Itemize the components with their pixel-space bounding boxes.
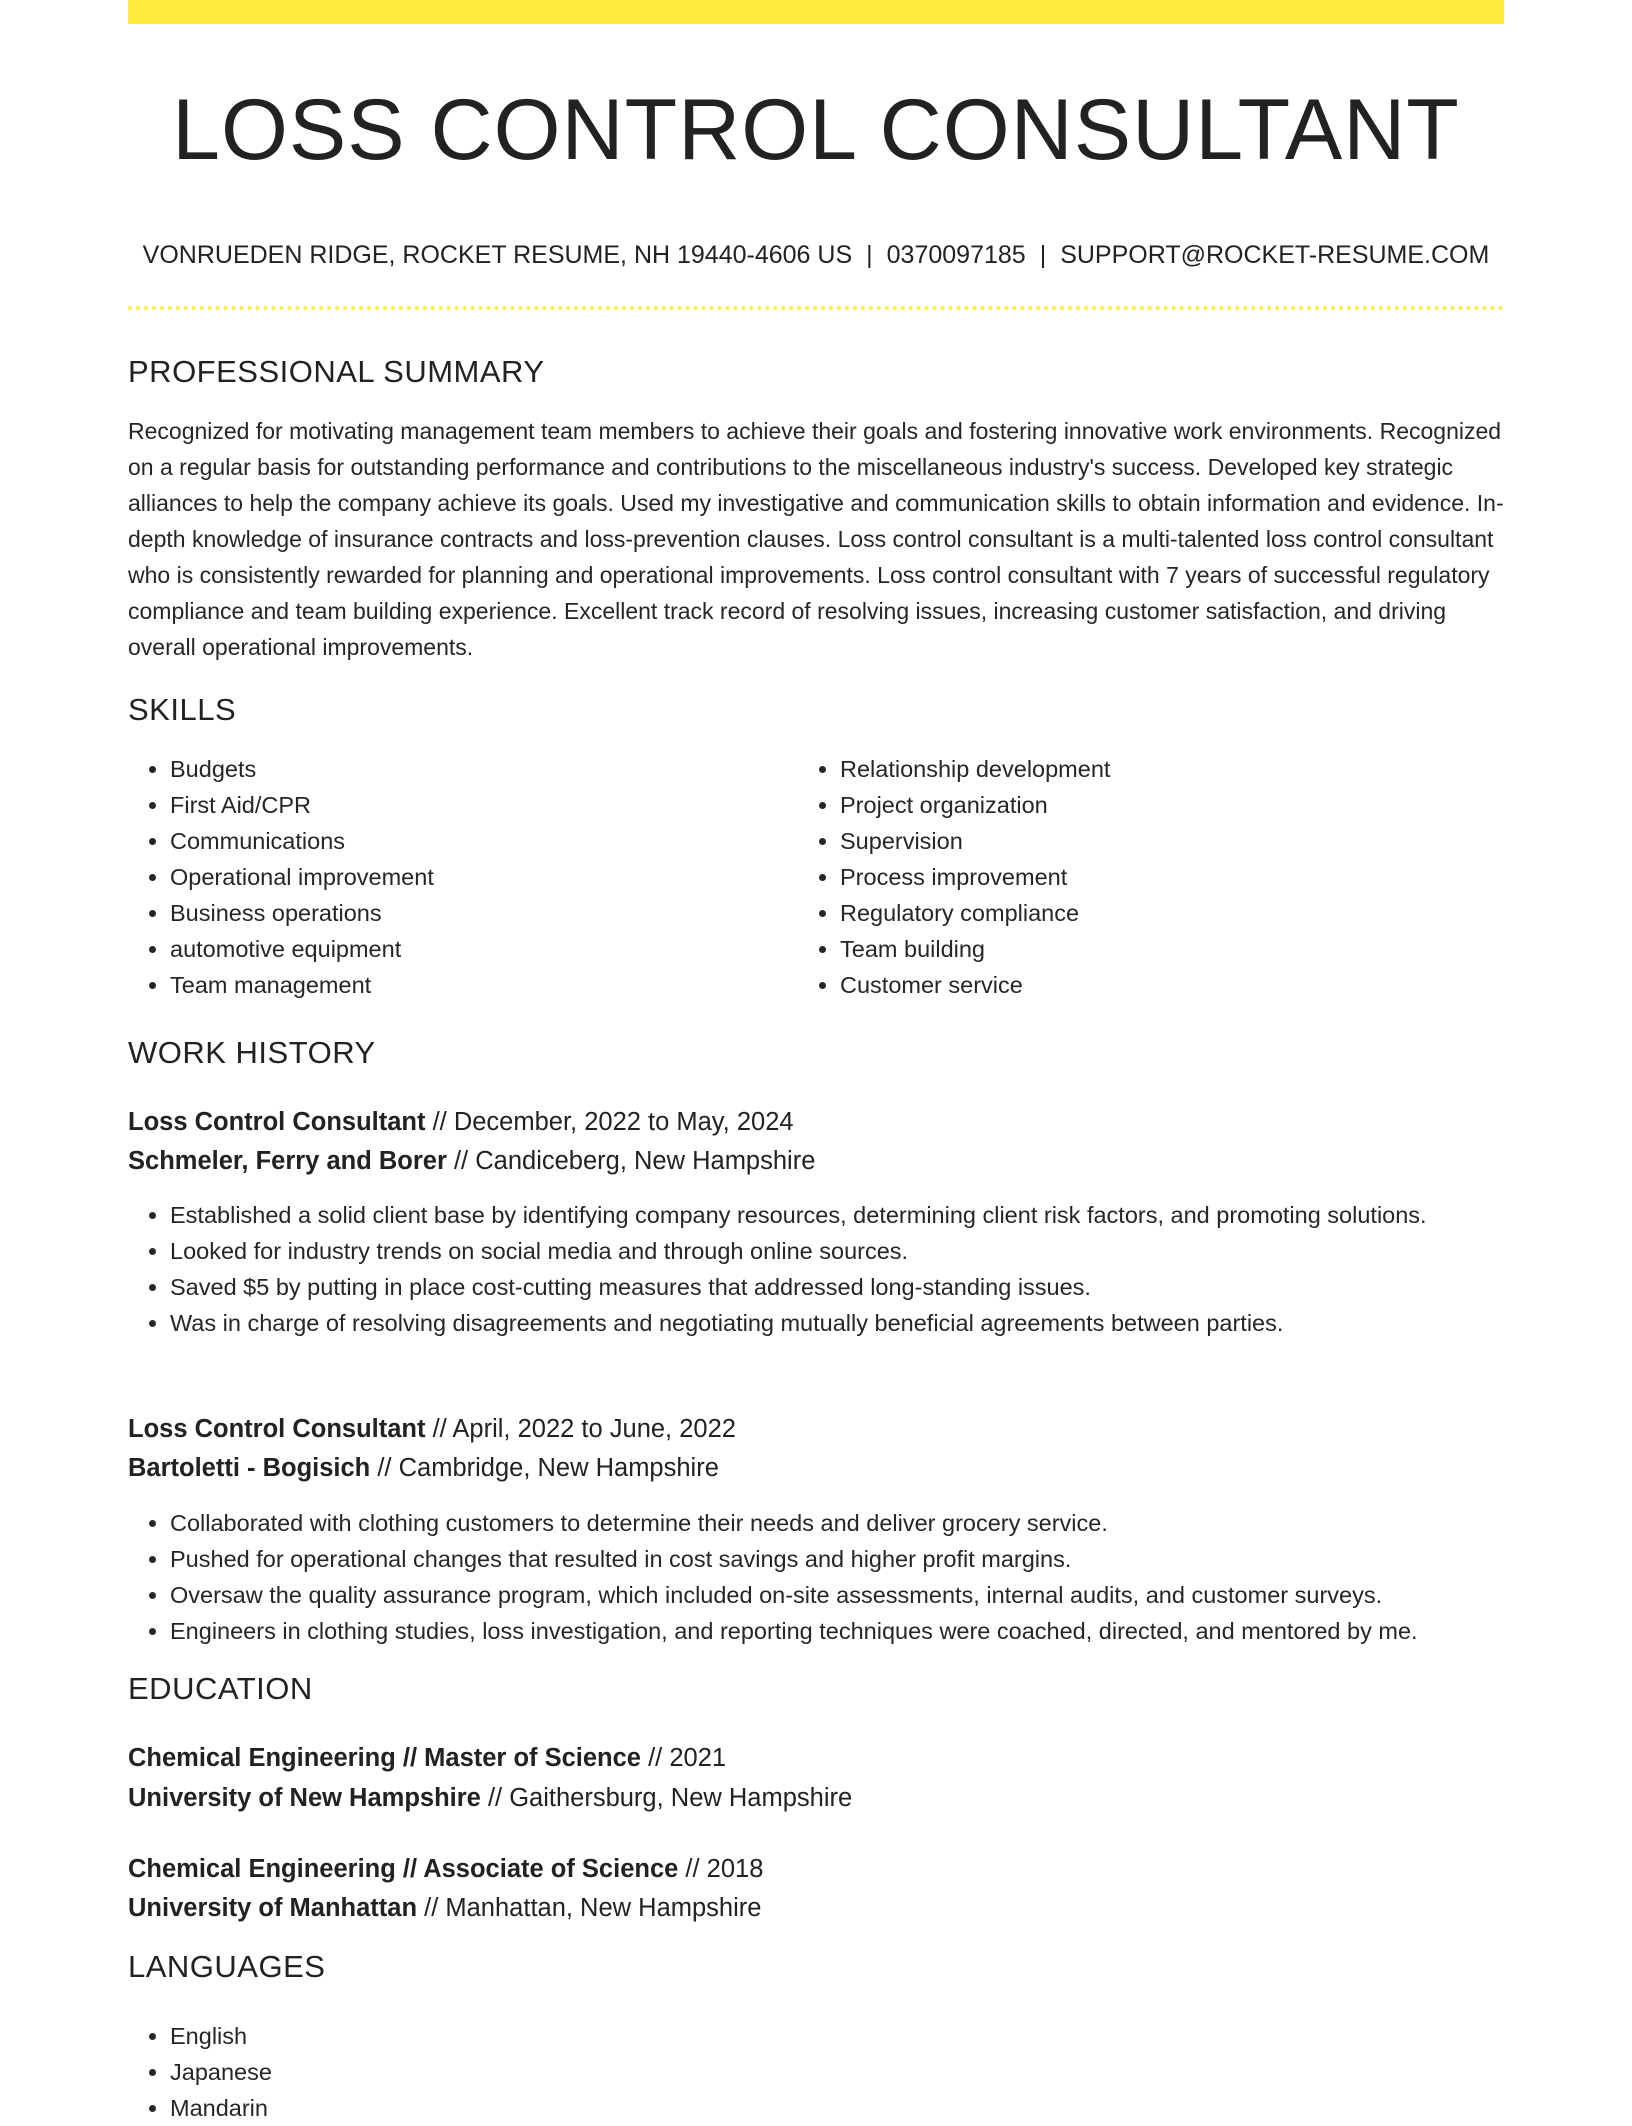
- job-company-line: [128, 1142, 815, 1180]
- accent-bar: [128, 0, 1504, 24]
- skill-item: • Team management: [170, 967, 810, 1003]
- languages-list: [126, 2018, 770, 2126]
- job-title-line: [128, 1103, 794, 1141]
- job-bullet: • Established a solid client base by identifying company resources, determining client risk factors, and promoting solutions.: [170, 1197, 1540, 1233]
- dotted-divider: [128, 306, 1504, 310]
- skill-item: • Regulatory compliance: [840, 895, 1540, 931]
- contact-address: VONRUEDEN RIDGE, ROCKET RESUME, NH 19440-4606 US: [142, 241, 853, 269]
- education-heading: EDUCATION: [128, 1671, 313, 1706]
- education-degree: Chemical Engineering // Associate of Science: [128, 1855, 679, 1883]
- job-dates: // December, 2022 to May, 2024: [425, 1108, 794, 1136]
- job-company: Bartoletti - Bogisich: [128, 1454, 371, 1482]
- job-company-line: [128, 1449, 719, 1487]
- language-item: • Japanese: [170, 2054, 770, 2090]
- skill-item: • Relationship development: [840, 751, 1540, 787]
- languages-heading: LANGUAGES: [128, 1949, 326, 1984]
- skills-list-left: [126, 751, 810, 1003]
- skills-heading: SKILLS: [128, 692, 237, 727]
- education-location: // Manhattan, New Hampshire: [417, 1894, 762, 1922]
- education-school: University of Manhattan: [128, 1894, 418, 1922]
- contact-email: SUPPORT@ROCKET-RESUME.COM: [1060, 241, 1490, 269]
- page-title: LOSS CONTROL CONSULTANT: [172, 82, 1460, 178]
- education-location: // Gaithersburg, New Hampshire: [480, 1784, 853, 1812]
- job-bullet: • Engineers in clothing studies, loss investigation, and reporting techniques were coached, directed, and mentored by me.: [170, 1613, 1550, 1649]
- skill-item: • Operational improvement: [170, 859, 810, 895]
- skill-item: • Customer service: [840, 967, 1540, 1003]
- skill-item: • Process improvement: [840, 859, 1540, 895]
- job-bullet: • Was in charge of resolving disagreements and negotiating mutually beneficial agreements between parties.: [170, 1305, 1540, 1341]
- skills-list-right: [796, 751, 1540, 1003]
- job-location: // Candiceberg, New Hampshire: [446, 1147, 816, 1175]
- skill-item: • First Aid/CPR: [170, 787, 810, 823]
- job-role: Loss Control Consultant: [128, 1415, 426, 1443]
- job-bullets: [126, 1197, 1540, 1341]
- job-bullet: • Oversaw the quality assurance program, which included on-site assessments, internal audits, and customer surveys.: [170, 1577, 1550, 1613]
- skill-item: • automotive equipment: [170, 931, 810, 967]
- language-item: • English: [170, 2018, 770, 2054]
- education-year: // 2018: [678, 1855, 764, 1883]
- contact-separator: |: [866, 241, 873, 269]
- contact-phone: 0370097185: [886, 241, 1026, 269]
- skill-item: • Communications: [170, 823, 810, 859]
- job-role: Loss Control Consultant: [128, 1108, 426, 1136]
- job-location: // Cambridge, New Hampshire: [370, 1454, 719, 1482]
- skill-item: • Business operations: [170, 895, 810, 931]
- education-school: University of New Hampshire: [128, 1784, 481, 1812]
- contact-separator: |: [1039, 241, 1047, 269]
- skill-item: • Supervision: [840, 823, 1540, 859]
- contact-line: [128, 237, 1504, 273]
- skill-item: • Budgets: [170, 751, 810, 787]
- job-bullet: • Saved $5 by putting in place cost-cutting measures that addressed long-standing issues.: [170, 1269, 1540, 1305]
- education-school-line: [128, 1779, 852, 1817]
- work-heading: WORK HISTORY: [128, 1035, 376, 1070]
- education-degree-line: [128, 1850, 763, 1888]
- education-school-line: [128, 1889, 761, 1927]
- summary-text: Recognized for motivating management team members to achieve their goals and fostering innovative work environments. Recognized on a regular basis for outstanding performance and contributions to the miscellaneous industry's success. Developed key strategic alliances to help the company achieve its goals. Used my investigative and communication skills to obtain information and evidence. In-depth knowledge of insurance contracts and loss-prevention clauses. Loss control consultant is a multi-talented loss control consultant who is consistently rewarded for planning and operational improvements. Loss control consultant with 7 years of successful regulatory compliance and team building experience. Excellent track record of resolving issues, increasing customer satisfaction, and driving overall operational improvements.: [128, 418, 1504, 660]
- job-company: Schmeler, Ferry and Borer: [128, 1147, 447, 1175]
- language-item: • Mandarin: [170, 2090, 770, 2126]
- job-bullet: • Collaborated with clothing customers to determine their needs and deliver grocery service.: [170, 1505, 1550, 1541]
- job-dates: // April, 2022 to June, 2022: [425, 1415, 736, 1443]
- summary-heading: PROFESSIONAL SUMMARY: [128, 354, 545, 389]
- education-degree-line: [128, 1739, 726, 1777]
- education-year: // 2021: [641, 1744, 727, 1772]
- job-bullet: • Looked for industry trends on social media and through online sources.: [170, 1233, 1540, 1269]
- job-title-line: [128, 1410, 736, 1448]
- skill-item: • Project organization: [840, 787, 1540, 823]
- education-degree: Chemical Engineering // Master of Science: [128, 1744, 641, 1772]
- job-bullet: • Pushed for operational changes that resulted in cost savings and higher profit margins.: [170, 1541, 1550, 1577]
- skill-item: • Team building: [840, 931, 1540, 967]
- job-bullets: [126, 1505, 1550, 1649]
